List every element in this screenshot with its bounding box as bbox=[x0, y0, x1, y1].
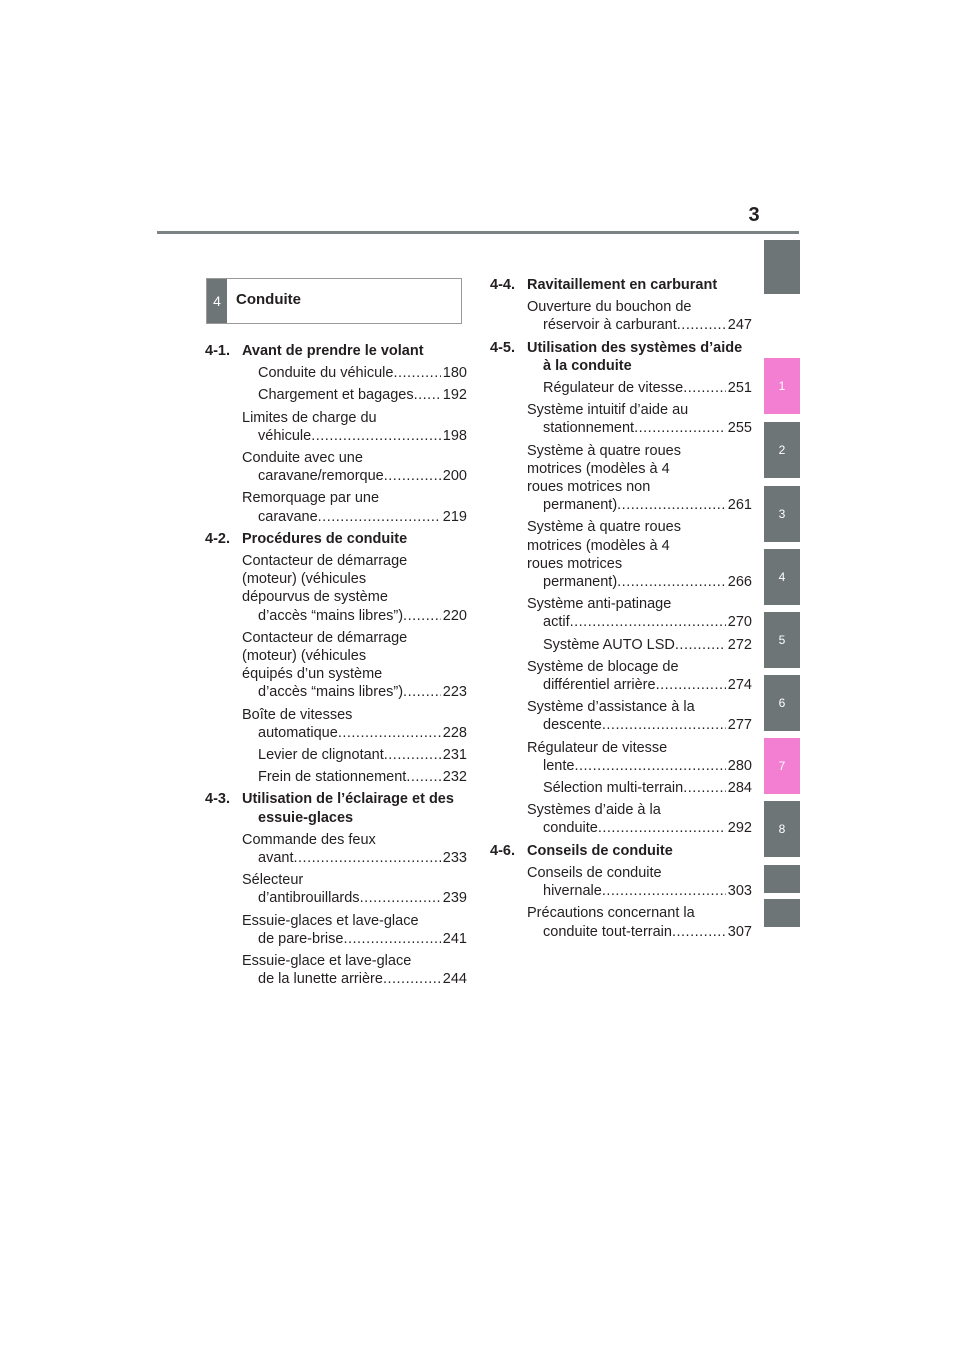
toc-leader-dots bbox=[617, 496, 726, 514]
toc-entry-text: Régulateur de vitesse bbox=[543, 380, 684, 397]
toc-entry-text: hivernale bbox=[543, 883, 602, 900]
toc-entry-last-line bbox=[258, 467, 467, 485]
toc-entry[interactable] bbox=[242, 952, 467, 988]
toc-entry-last-line bbox=[258, 427, 467, 445]
toc-page-number: 277 bbox=[727, 717, 752, 734]
header-rule bbox=[157, 231, 799, 234]
toc-entry[interactable] bbox=[242, 364, 467, 382]
toc-entry[interactable] bbox=[242, 746, 467, 764]
toc-entry-last-line bbox=[543, 379, 752, 397]
toc-leader-dots bbox=[403, 683, 441, 701]
toc-leader-dots bbox=[414, 386, 441, 404]
toc-entry-line: Contacteur de démarrage bbox=[242, 553, 408, 570]
toc-section-title: Utilisation de l’éclairage et des essuie-glaces bbox=[242, 791, 454, 826]
toc-leader-dots bbox=[617, 573, 726, 591]
toc-leader-dots bbox=[311, 427, 441, 445]
toc-entry[interactable] bbox=[242, 912, 467, 948]
toc-entry-last-line bbox=[543, 419, 752, 437]
toc-leader-dots bbox=[406, 768, 440, 786]
toc-section-number: 4-1. bbox=[205, 343, 230, 359]
toc-page-number: 244 bbox=[442, 971, 467, 988]
toc-leader-dots bbox=[675, 636, 726, 654]
toc-section-heading[interactable] bbox=[205, 342, 467, 360]
toc-entry-line: roues motrices non bbox=[527, 479, 651, 496]
toc-page-number: 233 bbox=[442, 850, 467, 867]
toc-page-number: 280 bbox=[727, 757, 752, 774]
toc-leader-dots bbox=[570, 613, 726, 631]
chapter-tab-8[interactable]: 8 bbox=[764, 801, 800, 857]
toc-entry-line: Conduite avec une bbox=[242, 450, 363, 467]
toc-page-number: 180 bbox=[442, 365, 467, 382]
section-header bbox=[206, 278, 462, 324]
toc-leader-dots bbox=[683, 779, 726, 797]
toc-leader-dots bbox=[672, 923, 726, 941]
toc-entry[interactable] bbox=[527, 864, 752, 900]
toc-section-title: Conseils de conduite bbox=[527, 842, 673, 859]
toc-leader-dots bbox=[403, 607, 441, 625]
toc-entry-last-line bbox=[258, 849, 467, 867]
toc-entry-text: réservoir à carburant bbox=[543, 317, 677, 334]
toc-leader-dots bbox=[384, 467, 441, 485]
toc-entry-last-line bbox=[543, 716, 752, 734]
toc-entry[interactable] bbox=[242, 449, 467, 485]
toc-entry[interactable] bbox=[527, 401, 752, 437]
toc-entry[interactable] bbox=[527, 636, 752, 654]
toc-page-number: 284 bbox=[727, 780, 752, 797]
toc-leader-dots bbox=[602, 716, 726, 734]
toc-page-number: 255 bbox=[727, 420, 752, 437]
toc-entry-last-line bbox=[543, 316, 752, 334]
toc-entry[interactable] bbox=[242, 409, 467, 445]
toc-entry[interactable] bbox=[242, 831, 467, 867]
toc-leader-dots bbox=[574, 757, 725, 775]
toc-entry-last-line bbox=[543, 923, 752, 941]
toc-section bbox=[490, 842, 752, 941]
toc-entry-line: Système à quatre roues bbox=[527, 519, 681, 536]
toc-entry-line: motrices (modèles à 4 bbox=[527, 537, 670, 554]
toc-entry[interactable] bbox=[527, 658, 752, 694]
toc-entry-line: (moteur) (véhicules bbox=[242, 571, 367, 588]
toc-entry-line: Limites de charge du bbox=[242, 409, 377, 426]
toc-entry-last-line bbox=[258, 724, 467, 742]
toc-entry-text: caravane bbox=[258, 508, 318, 525]
toc-entry-line: Remorquage par une bbox=[242, 490, 380, 507]
toc-section bbox=[205, 530, 467, 787]
toc-section-title: Avant de prendre le volant bbox=[242, 343, 424, 359]
toc-page-number: 200 bbox=[442, 468, 467, 485]
toc-entry[interactable] bbox=[242, 386, 467, 404]
toc-entry-last-line bbox=[543, 779, 752, 797]
toc-entry-text: avant bbox=[258, 850, 294, 867]
toc-entry-last-line bbox=[258, 746, 467, 764]
toc-entry-last-line bbox=[543, 496, 752, 514]
toc-right-column bbox=[490, 276, 752, 945]
toc-section-heading[interactable] bbox=[205, 790, 467, 826]
toc-page-number: 272 bbox=[727, 636, 752, 653]
toc-entry-line: Commande des feux bbox=[242, 831, 376, 848]
toc-entry[interactable] bbox=[242, 552, 467, 625]
toc-entry-last-line bbox=[543, 819, 752, 837]
toc-page-number: 232 bbox=[442, 769, 467, 786]
toc-page-number: 192 bbox=[442, 387, 467, 404]
toc-entry-last-line bbox=[258, 386, 467, 404]
toc-entry-text: Chargement et bagages bbox=[258, 387, 414, 404]
toc-entry-text: véhicule bbox=[258, 427, 312, 444]
toc-leader-dots bbox=[683, 379, 726, 397]
toc-section bbox=[205, 342, 467, 526]
toc-entry[interactable] bbox=[527, 904, 752, 940]
toc-entry[interactable] bbox=[527, 801, 752, 837]
toc-entry-last-line bbox=[543, 882, 752, 900]
toc-section-heading[interactable] bbox=[490, 276, 752, 294]
toc-entry-last-line bbox=[258, 508, 467, 526]
toc-entry-line: Système d’assistance à la bbox=[527, 699, 695, 716]
toc-page-number: 266 bbox=[727, 574, 752, 591]
toc-section-number: 4-4. bbox=[490, 277, 515, 293]
toc-entry-line: roues motrices bbox=[527, 555, 623, 572]
toc-entry-line: Conseils de conduite bbox=[527, 864, 662, 881]
toc-leader-dots bbox=[383, 970, 441, 988]
toc-page-number: 307 bbox=[727, 923, 752, 940]
chapter-tab-index[interactable] bbox=[764, 865, 800, 893]
toc-entry-text: de pare-brise bbox=[258, 930, 344, 947]
toc-entry[interactable] bbox=[527, 442, 752, 515]
toc-leader-dots bbox=[343, 930, 440, 948]
toc-entry-last-line bbox=[543, 676, 752, 694]
toc-entry-text: d’accès “mains libres”) bbox=[258, 684, 404, 701]
toc-entry-last-line bbox=[258, 889, 467, 907]
toc-entry-last-line bbox=[543, 613, 752, 631]
toc-page-number: 239 bbox=[442, 890, 467, 907]
section-title: Conduite bbox=[236, 291, 301, 308]
toc-entry-line: (moteur) (véhicules bbox=[242, 648, 367, 665]
toc-entry-line: équipés d’un système bbox=[242, 666, 383, 683]
toc-entry-last-line bbox=[543, 636, 752, 654]
toc-section-title: Ravitaillement en carburant bbox=[527, 277, 718, 293]
toc-entry-line: Système de blocage de bbox=[527, 658, 679, 675]
toc-page-number: 247 bbox=[727, 317, 752, 334]
toc-leader-dots bbox=[656, 676, 726, 694]
toc-left-column bbox=[205, 342, 467, 993]
toc-section-number: 4-6. bbox=[490, 842, 515, 859]
page-number: 3 bbox=[748, 204, 760, 226]
toc-entry[interactable] bbox=[527, 595, 752, 631]
toc-entry-line: Sélecteur bbox=[242, 872, 304, 889]
toc-leader-dots bbox=[677, 316, 726, 334]
toc-entry-line: Système intuitif d’aide au bbox=[527, 402, 689, 419]
toc-entry-text: d’antibrouillards bbox=[258, 890, 360, 907]
toc-page-number: 274 bbox=[727, 677, 752, 694]
toc-section-number: 4-3. bbox=[205, 791, 230, 808]
toc-entry-text: d’accès “mains libres”) bbox=[258, 607, 404, 624]
toc-entry-line: Systèmes d’aide à la bbox=[527, 802, 661, 819]
toc-entry-last-line bbox=[258, 768, 467, 786]
toc-entry-last-line bbox=[543, 573, 752, 591]
toc-page-number: 198 bbox=[442, 427, 467, 444]
toc-page-number: 220 bbox=[442, 607, 467, 624]
toc-page-number: 219 bbox=[442, 508, 467, 525]
toc-section-number: 4-5. bbox=[490, 339, 515, 356]
toc-entry-text: stationnement bbox=[543, 420, 635, 437]
toc-entry-last-line bbox=[258, 607, 467, 625]
toc-entry[interactable] bbox=[242, 768, 467, 786]
toc-entry-line: Ouverture du bouchon de bbox=[527, 299, 692, 316]
toc-entry-line: Essuie-glaces et lave-glace bbox=[242, 912, 419, 929]
toc-entry-text: différentiel arrière bbox=[543, 677, 656, 694]
toc-entry-text: Frein de stationnement bbox=[258, 769, 407, 786]
toc-leader-dots bbox=[360, 889, 441, 907]
toc-entry[interactable] bbox=[527, 518, 752, 591]
toc-entry-text: permanent) bbox=[543, 497, 618, 514]
toc-entry[interactable] bbox=[527, 698, 752, 734]
toc-leader-dots bbox=[602, 882, 726, 900]
toc-page-number: 223 bbox=[442, 684, 467, 701]
chapter-tab-blank-top[interactable] bbox=[764, 240, 800, 294]
toc-leader-dots bbox=[293, 849, 440, 867]
toc-entry-last-line bbox=[258, 930, 467, 948]
toc-entry-line: Système à quatre roues bbox=[527, 442, 681, 459]
toc-page-number: 303 bbox=[727, 883, 752, 900]
toc-entry-text: descente bbox=[543, 717, 602, 734]
toc-entry-text: Levier de clignotant bbox=[258, 747, 384, 764]
toc-entry-line: Régulateur de vitesse bbox=[527, 739, 668, 756]
toc-entry-line: Contacteur de démarrage bbox=[242, 629, 408, 646]
toc-leader-dots bbox=[338, 724, 441, 742]
toc-section-heading[interactable] bbox=[490, 339, 752, 375]
toc-leader-dots bbox=[393, 364, 440, 382]
toc-entry[interactable] bbox=[242, 629, 467, 702]
toc-entry-text: Système AUTO LSD bbox=[543, 636, 675, 653]
toc-entry[interactable] bbox=[242, 871, 467, 907]
chapter-tab-4[interactable]: 4 bbox=[764, 549, 800, 605]
toc-entry[interactable] bbox=[527, 779, 752, 797]
chapter-tab-2[interactable]: 2 bbox=[764, 422, 800, 478]
chapter-tab-3[interactable]: 3 bbox=[764, 486, 800, 542]
toc-entry-line: motrices (modèles à 4 bbox=[527, 460, 670, 477]
toc-entry-text: de la lunette arrière bbox=[258, 971, 383, 988]
toc-section-number: 4-2. bbox=[205, 530, 230, 547]
toc-leader-dots bbox=[318, 508, 441, 526]
toc-entry-text: permanent) bbox=[543, 574, 618, 591]
toc-section-title: Procédures de conduite bbox=[242, 530, 408, 547]
toc-page-number: 261 bbox=[727, 497, 752, 514]
toc-entry-last-line bbox=[258, 364, 467, 382]
toc-entry-line: Essuie-glace et lave-glace bbox=[242, 953, 412, 970]
toc-entry-line: Boîte de vitesses bbox=[242, 706, 353, 723]
toc-entry-text: conduite bbox=[543, 820, 598, 837]
toc-leader-dots bbox=[634, 419, 726, 437]
chapter-tab-6[interactable]: 6 bbox=[764, 675, 800, 731]
toc-entry[interactable] bbox=[242, 706, 467, 742]
toc-page-number: 292 bbox=[727, 820, 752, 837]
chapter-tab-end[interactable] bbox=[764, 899, 800, 927]
toc-entry[interactable] bbox=[527, 739, 752, 775]
toc-entry-text: lente bbox=[543, 757, 575, 774]
toc-leader-dots bbox=[384, 746, 441, 764]
toc-leader-dots bbox=[598, 819, 726, 837]
toc-entry[interactable] bbox=[527, 298, 752, 334]
chapter-tab-1[interactable]: 1 bbox=[764, 358, 800, 414]
toc-entry[interactable] bbox=[527, 379, 752, 397]
toc-entry-text: automatique bbox=[258, 724, 338, 741]
toc-entry-last-line bbox=[543, 757, 752, 775]
toc-section-title: Utilisation des systèmes d’aide à la conduite bbox=[527, 339, 743, 374]
toc-section-heading[interactable] bbox=[490, 842, 752, 860]
toc-section-heading[interactable] bbox=[205, 530, 467, 548]
toc-entry-text: caravane/remorque bbox=[258, 468, 384, 485]
toc-page-number: 270 bbox=[727, 614, 752, 631]
toc-entry-text: Conduite du véhicule bbox=[258, 365, 394, 382]
section-number: 4 bbox=[207, 279, 227, 323]
toc-entry-line: Précautions concernant la bbox=[527, 905, 695, 922]
chapter-tab-5[interactable]: 5 bbox=[764, 612, 800, 668]
toc-page-number: 231 bbox=[442, 747, 467, 764]
toc-entry-last-line bbox=[258, 683, 467, 701]
toc-entry-last-line bbox=[258, 970, 467, 988]
toc-entry-line: Système anti-patinage bbox=[527, 596, 672, 613]
toc-page-number: 251 bbox=[727, 380, 752, 397]
toc-section bbox=[205, 790, 467, 988]
toc-entry[interactable] bbox=[242, 489, 467, 525]
toc-page-number: 228 bbox=[442, 724, 467, 741]
toc-entry-text: Sélection multi-terrain bbox=[543, 780, 684, 797]
toc-entry-text: actif bbox=[543, 614, 570, 631]
toc-page-number: 241 bbox=[442, 930, 467, 947]
toc-entry-line: dépourvus de système bbox=[242, 589, 388, 606]
toc-section bbox=[490, 339, 752, 838]
toc-section bbox=[490, 276, 752, 335]
toc-entry-text: conduite tout-terrain bbox=[543, 923, 672, 940]
chapter-tab-7[interactable]: 7 bbox=[764, 738, 800, 794]
